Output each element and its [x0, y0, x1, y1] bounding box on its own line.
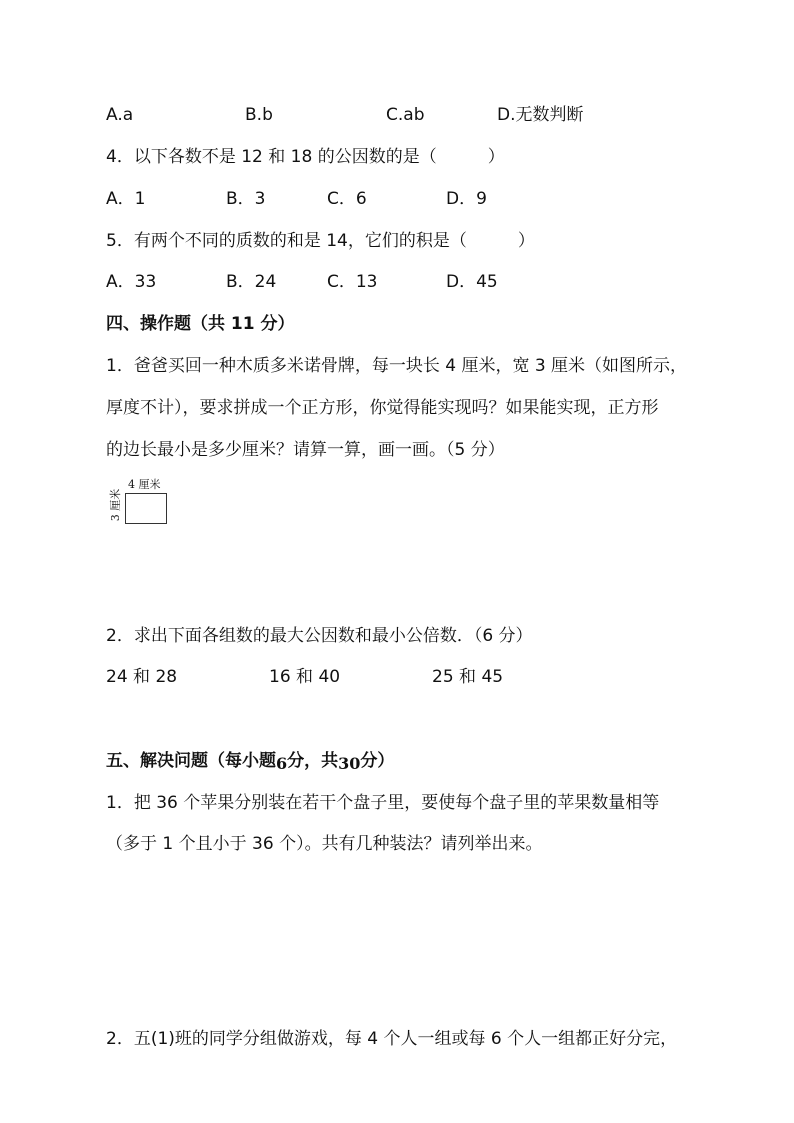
q3-option-c: C.ab	[386, 105, 425, 125]
section5-heading	[106, 750, 394, 772]
q4-option-d: D．9	[446, 189, 487, 209]
section5-q1-line2: （多于 1 个且小于 36 个）。共有几种装法？请列举出来。	[106, 834, 543, 854]
section5-heading-pre: 五、解决问题（每小题	[106, 751, 276, 771]
q5-option-b: B．24	[226, 272, 277, 292]
section5-q1-line1: 1．把 36 个苹果分别装在若干个盘子里，要使每个盘子里的苹果数量相等	[106, 793, 660, 813]
section5-heading-post: 分）	[360, 751, 395, 771]
q4-text: 4．以下各数不是 12 和 18 的公因数的是（ ）	[106, 147, 505, 167]
section4-heading: 四、操作题（共 11 分）	[106, 314, 295, 334]
q4-option-b: B．3	[226, 189, 266, 209]
domino-rectangle	[125, 493, 167, 524]
section4-q1-line3: 的边长最小是多少厘米？请算一算，画一画。（5 分）	[106, 440, 505, 460]
section4-q2-text: 2．求出下面各组数的最大公因数和最小公倍数．（6 分）	[106, 626, 533, 646]
q5-text: 5．有两个不同的质数的和是 14，它们的积是（ ）	[106, 231, 535, 251]
section5-heading-mid: 分，共	[287, 751, 339, 771]
section4-q1-line2: 厚度不计），要求拼成一个正方形，你觉得能实现吗？如果能实现，正方形	[106, 398, 659, 418]
q4-option-a: A．1	[106, 189, 146, 209]
section4-q2-group-3: 25 和 45	[432, 667, 504, 687]
q4-option-c: C．6	[327, 189, 367, 209]
section5-heading-n2: 30	[338, 754, 361, 773]
q3-option-a: A.a	[106, 105, 134, 125]
section4-q1-line1: 1．爸爸买回一种木质多米诺骨牌，每一块长 4 厘米，宽 3 厘米（如图所示，	[106, 356, 688, 376]
domino-width-label: 3 厘米	[109, 488, 122, 522]
section4-q2-group-1: 24 和 28	[106, 667, 178, 687]
q3-option-b: B.b	[245, 105, 273, 125]
section5-q2-line1: 2．五(1)班的同学分组做游戏，每 4 个人一组或每 6 个人一组都正好分完，	[106, 1029, 678, 1049]
domino-length-label: 4 厘米	[128, 478, 161, 491]
q5-option-a: A．33	[106, 272, 157, 292]
q3-option-d: D.无数判断	[497, 105, 584, 125]
section5-heading-n1: 6	[276, 754, 288, 773]
section4-q2-group-2: 16 和 40	[269, 667, 341, 687]
domino-figure	[106, 476, 176, 532]
q5-option-c: C．13	[327, 272, 378, 292]
q5-option-d: D．45	[446, 272, 498, 292]
